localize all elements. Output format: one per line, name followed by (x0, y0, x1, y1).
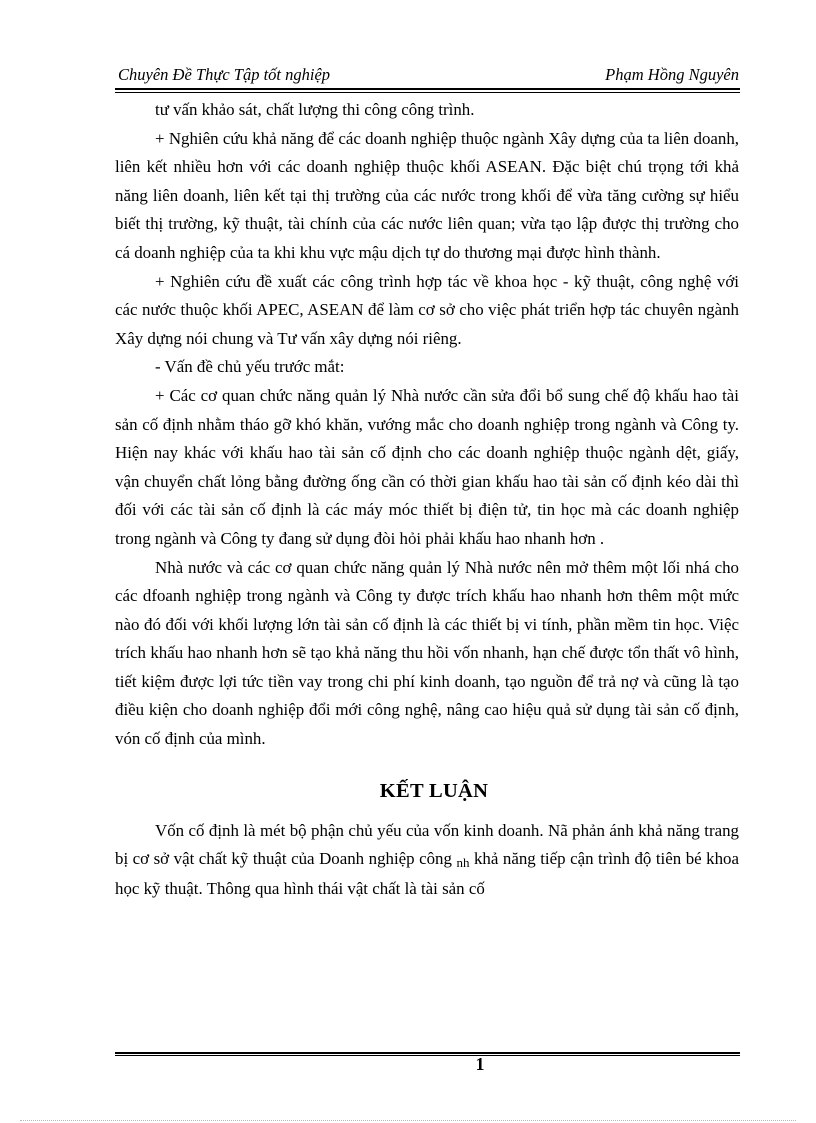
paragraph-5: + Các cơ quan chức năng quản lý Nhà nước cần sửa đổi bổ sung chế độ khấu hao tài sản cố định nhằm tháo gỡ khó khăn, vướng mắc cho doanh nghiệp trong ngành và Công ty. Hiện nay khác với khấu hao tài sản cố định cho các doanh nghiệp thuộc ngành dệt, giấy, vận chuyển chất lỏng bằng đường ống cần có thời gian khấu hao tài sản cố định kéo dài thì đối với các tài sản cố định là các máy móc thiết bị điện tử, tin học mà các doanh nghiệp trong ngành và Công ty đang sử dụng đòi hỏi phải khấu hao nhanh hơn . (115, 385, 739, 548)
header-rule-thin (115, 92, 740, 93)
footer-rule (115, 1052, 740, 1054)
conclusion-paragraph (115, 817, 739, 904)
header-rule (115, 88, 740, 90)
page-body (115, 96, 739, 903)
page-header (115, 64, 739, 88)
conclusion-text-start: Vốn cố định là mét bộ phận chủ yếu của vốn kinh doanh. Nã phản ánh khả năng trang bị cơ sở vật chất kỹ thuật của Doanh nghiệp công (115, 820, 739, 869)
paragraph-4: - Vấn đề chủ yếu trước mắt: (155, 357, 345, 377)
paragraph-3: + Nghiên cứu đề xuất các công trình hợp tác về khoa học - kỹ thuật, công nghệ với các nước thuộc khối APEC, ASEAN để làm cơ sở cho việc phát triển hợp tác chuyên ngành Xây dựng nói chung và Tư vấn xây dựng nói riêng. (115, 271, 739, 348)
paragraph-2: + Nghiên cứu khả năng để các doanh nghiệp thuộc ngành Xây dựng của ta liên doanh, liên kết nhiều hơn với các doanh nghiệp thuộc khối ASEAN. Đặc biệt chú trọng tới khả năng liên doanh, liên kết tại thị trường của các nước trong khối để vừa tăng cường sự hiểu biết thị trường, kỹ thuật, tài chính của các nước liên quan; vừa tạo lập được thị trường cho cá doanh nghiệp của ta khi khu vực mậu dịch tự do thương mại được hình thành. (115, 128, 739, 262)
footer-rule-thin (115, 1055, 740, 1056)
section-heading: KẾT LUẬN (379, 779, 489, 802)
page-bottom-dotted-line (20, 1120, 796, 1121)
paragraph-1: tư vấn khảo sát, chất lượng thi công công trình. (155, 100, 475, 119)
header-author: Phạm Hồng Nguyên (605, 65, 739, 84)
paragraph-6: Nhà nước và các cơ quan chức năng quản lý Nhà nước nên mở thêm một lối nhá cho các dfoanh nghiệp trong ngành và Công ty được trích khấu hao nhanh hơn thêm một mức nào đó đối với khối lượng lớn tài sản cố định là các thiết bị vi tính, phần mềm tin học. Việc trích khấu hao nhanh hơn sẽ tạo khả năng thu hồi vốn nhanh, hạn chế được tổn thất vô hình, tiết kiệm được lợi tức tiền vay trong chi phí kinh doanh, tạo nguồn để trả nợ và cũng là tạo điều kiện cho doanh nghiệp đổi mới công nghệ, nâng cao hiệu quả sử dụng tài sản cố định, vón cố định của mình. (115, 557, 739, 749)
header-title: Chuyên Đề Thực Tập tốt nghiệp (118, 65, 331, 84)
conclusion-text-end: khả năng tiếp cận trình độ tiên bé khoa học kỹ thuật. Thông qua hình thái vật chất là tài sản cố (115, 849, 739, 898)
conclusion-subscript: nh (456, 855, 470, 871)
page-number: 1 (475, 1054, 485, 1074)
